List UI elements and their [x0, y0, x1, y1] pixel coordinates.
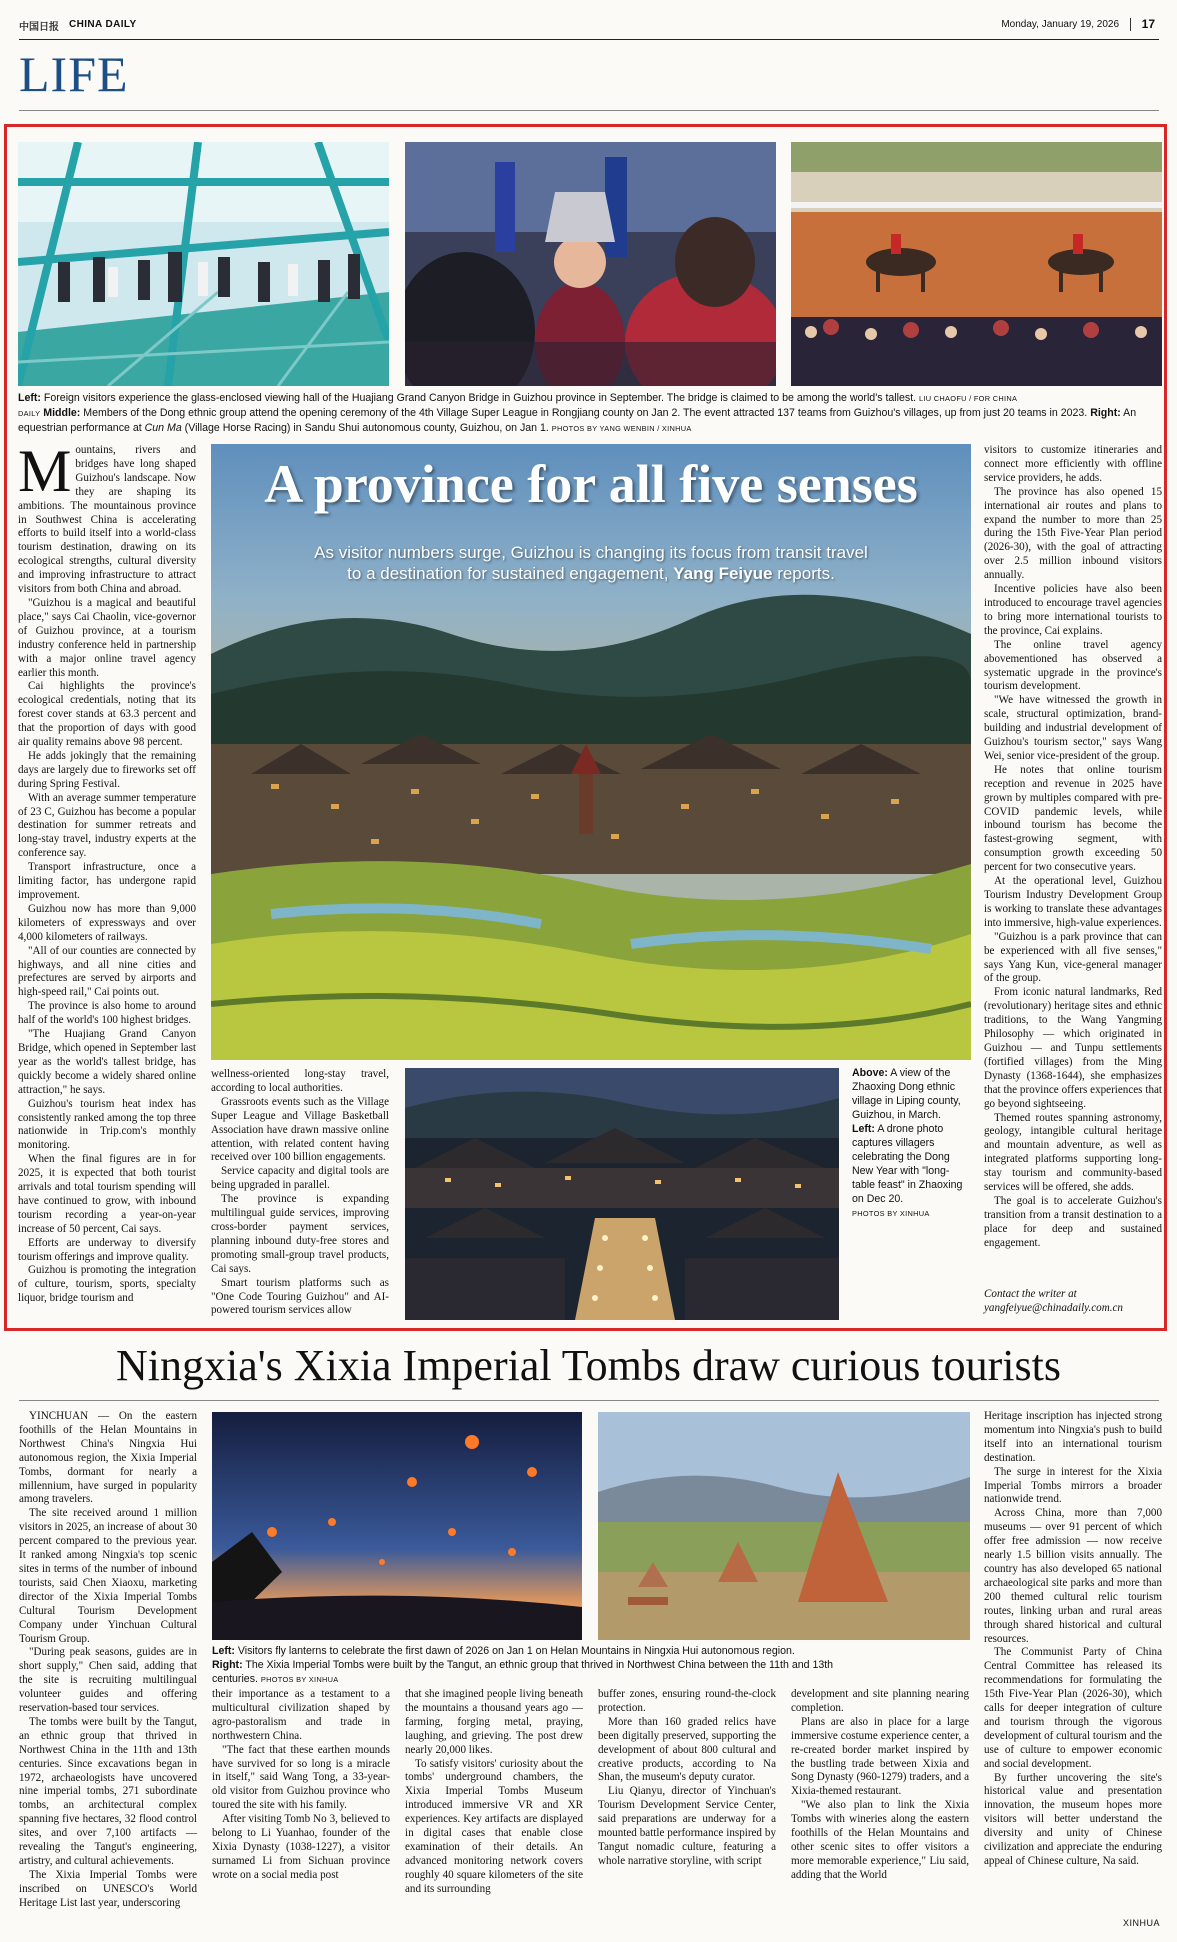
caption-right-text-2: centuries. — [212, 1673, 258, 1685]
body-paragraph: The Communist Party of China Central Committee has released its recommendations for formulating the 15th Five-Year Plan (2026-30), which calls for deeper integration of culture and tourism through the vigorous development of cultural tourism and the use of culture to empower economic and social development. — [984, 1646, 1162, 1770]
caption-left-text: A drone photo captures villagers celebrating the Dong New Year with "long-table feast" in Zhaoxing on Dec 20. — [852, 1123, 963, 1205]
caption-credit-1: LIU CHAOFU / FOR CHINA — [919, 394, 1018, 403]
masthead-rule — [19, 39, 1159, 40]
photo-horse-racing — [791, 142, 1162, 386]
caption-above-label: Above: — [852, 1067, 888, 1079]
section-title: LIFE — [19, 46, 129, 102]
body-paragraph: "All of our counties are connected by highways, and all nine cities and prefectures are served by airports and high-speed rail," Cai points out. — [18, 944, 196, 999]
body-paragraph: "Guizhou is a park province that can be experienced with all five senses," says Yang Kun, vice-general manager of the group. — [984, 930, 1162, 985]
body-paragraph: YINCHUAN — On the eastern foothills of the Helan Mountains in Northwest China's Ningxia Hui autonomous region, the Xixia Imperial Tombs, dormant for nearly a millennium, have surged in popularity among travelers. — [19, 1410, 197, 1506]
body-paragraph: Across China, more than 7,000 museums — over 91 percent of which offer free admission — now receive nearly 1.5 billion visits annually. The country has also developed 65 national archaeological site parks and more than 200 themed cultural relic tourism routes, linking urban and rural areas through shared historical and cultural resources. — [984, 1507, 1162, 1645]
feature-column-right — [984, 444, 1162, 1251]
caption-left-label: Left: — [852, 1123, 875, 1135]
body-paragraph: Plans are also in place for a large immersive costume experience center, a re-created border market inspired by the bustling trade between Xixia and Song Dynasty (960-1279) traders, and a Xixia-themed restaurant. — [791, 1715, 969, 1798]
deck-line-1: As visitor numbers surge, Guizhou is changing its focus from transit travel — [314, 543, 868, 562]
caption-left-label: Left: — [212, 1645, 235, 1657]
body-paragraph: Cai highlights the province's ecological credentials, noting that its forest cover stands at 63.3 percent and that the proportion of days with good air quality remains above 98 percent. — [18, 680, 196, 749]
body-paragraph: More than 160 graded relics have been digitally preserved, supporting the development of about 800 cultural and creative products, according to Na Shan, the museum's deputy curator. — [598, 1715, 776, 1784]
body-paragraph: "The fact that these earthen mounds have survived for so long is a miracle in itself," said Wang Tong, a 33-year-old visitor from Guizhou province who toured the site with his family. — [212, 1743, 390, 1812]
caption-credit: PHOTOS BY XINHUA — [260, 1675, 339, 1684]
photo-xixia-tombs — [598, 1412, 970, 1640]
masthead — [19, 16, 1159, 36]
deck-line-2-end: reports. — [777, 564, 835, 583]
caption-left-text: Visitors fly lanterns to celebrate the first dawn of 2026 on Jan 1 on Helan Mountains in Ningxia Hui autonomous region. — [237, 1645, 795, 1657]
body-paragraph: To satisfy visitors' curiosity about the tombs' underground chambers, the Xixia Imperial Tombs Museum introduced immersive VR and XR experiences. Key artifacts are displayed in digital cases that enable close examination of their details. An advanced monitoring network covers roughly 40 square kilometers of the site and its surrounding — [405, 1757, 583, 1895]
feature-headline: A province for all five senses — [264, 454, 918, 514]
top-photo-caption — [18, 391, 1162, 436]
body-paragraph: Transport infrastructure, once a limiting factor, has undergone rapid improvement. — [18, 861, 196, 901]
body-paragraph: their importance as a testament to a multicultural civilization shaped by agro-pastoralism and trade in northwestern China. — [212, 1688, 390, 1742]
body-paragraph: When the final figures are in for 2025, it is expected that both tourist arrivals and total tourism spending will have continued to grow, with inbound tourism recording a year-on-year increase of 50 percent, Cai says. — [18, 1153, 196, 1235]
caption-credit-3: PHOTOS BY YANG WENBIN / XINHUA — [551, 424, 692, 433]
caption-right-emphasis: Cun Ma — [144, 422, 182, 434]
story2-column-2 — [212, 1688, 390, 1883]
story2-column-5 — [791, 1688, 969, 1883]
body-paragraph: Incentive policies have also been introduced to encourage travel agencies to bring more international tourists to the province, Cai explains. — [984, 583, 1162, 637]
caption-label-left: Left: — [18, 392, 41, 404]
body-paragraph: "Guizhou is a magical and beautiful place," says Cai Chaolin, vice-governor of Guizhou province, at a tourism industry conference held in partnership with a major online travel agency earlier this month. — [18, 596, 196, 679]
photo-long-table-feast — [405, 1068, 839, 1320]
caption-above-text: A view of the Zhaoxing Dong ethnic village in Liping county, Guizhou, in March. — [852, 1067, 961, 1121]
story2-column-4 — [598, 1688, 776, 1869]
photo-dong-ceremony — [405, 142, 776, 386]
body-paragraph: The Xixia Imperial Tombs were inscribed on UNESCO's World Heritage List last year, underscoring — [19, 1868, 197, 1909]
page-number: 17 — [1141, 17, 1155, 31]
body-paragraph: From iconic natural landmarks, Red (revolutionary) heritage sites and ethnic traditions, to the Wang Yangming Philosophy — which originated in Guizhou — and Tunpu settlements (fortified villages) from the Ming Dynasty (1368-1644), she emphasizes that the province offers experiences that go beyond sightseeing. — [984, 986, 1162, 1110]
caption-left-text: Foreign visitors experience the glass-enclosed viewing hall of the Huajiang Grand Canyon Bridge in Guizhou province in September. The bridge is claimed to be among the world's tallest. — [43, 392, 917, 404]
story2-headline: Ningxia's Xixia Imperial Tombs draw curious tourists — [115, 1341, 1061, 1390]
body-paragraph: The surge in interest for the Xixia Imperial Tombs mirrors a broader nationwide trend. — [984, 1465, 1162, 1506]
story2-column-3 — [405, 1688, 583, 1897]
body-paragraph: At the operational level, Guizhou Tourism Industry Development Group is working to translate these advantages into immersive, high-value experiences. — [984, 875, 1162, 929]
feature-photo-caption — [852, 1066, 969, 1221]
body-paragraph: that she imagined people living beneath the mountains a thousand years ago — farming, forging metal, praying, laughing, and grieving. The post drew nearly 20,000 likes. — [405, 1688, 583, 1756]
body-paragraph: Service capacity and digital tools are being upgraded in parallel. — [211, 1165, 389, 1192]
body-paragraph: After visiting Tomb No 3, believed to belong to Li Yuanhao, founder of the Xixia Dynasty (1038-1227), a visitor surnamed Li from Sichuan province wrote on a social media post — [212, 1813, 390, 1881]
body-paragraph: Heritage inscription has injected strong momentum into Ningxia's push to build itself into an international tourism destination. — [984, 1410, 1162, 1464]
body-paragraph: Guizhou's tourism heat index has consistently ranked among the top three nationwide in Trip.com's monthly monitoring. — [18, 1097, 196, 1152]
body-paragraph: Themed routes spanning astronomy, geology, intangible cultural heritage and mountain adventure, as well as integrated platforms supporting long-stay tourism and community-based services will be offered, she adds. — [984, 1111, 1162, 1194]
body-paragraph: Guizhou is promoting the integration of culture, tourism, sports, specialty liquor, bridge tourism and — [18, 1264, 196, 1305]
body-paragraph: Guizhou now has more than 9,000 kilometers of expressways and over 4,000 kilometers of railways. — [18, 902, 196, 943]
contact-email[interactable]: yangfeiyue@chinadaily.com.cn — [984, 1301, 1123, 1314]
body-paragraph: He adds jokingly that the remaining days are largely due to fireworks set off during Spring Festival. — [18, 749, 196, 790]
contact-line: Contact the writer at — [984, 1288, 1077, 1300]
story2-photo-caption — [212, 1644, 972, 1687]
body-paragraph: By further uncovering the site's historical value and presentation innovation, the museum hopes more visitors will better understand the diversity and unity of Chinese civilization and appreciate the enduring appeal of Chinese culture, Na said. — [984, 1771, 1162, 1867]
feature-column-left — [18, 438, 196, 1306]
body-paragraph: The tombs were built by the Tangut, an ethnic group that thrived in Northwest China in the 11th and 13th centuries. Since excavations began in 1972, archaeologists have uncovered nine imperial tombs, 271 subordinate tombs, an architectural complex spanning five hectares, 32 flood control sites, and over 7,100 artifacts — revealing the Tangut's engineering, artistry, and cultural achievements. — [19, 1715, 197, 1867]
caption-right-text: The Xixia Imperial Tombs were built by the Tangut, an ethnic group that thrived in Northwest China between the 11th and 13th — [245, 1659, 834, 1671]
paper-logo: 中国日报 — [19, 22, 59, 33]
feature-deck — [211, 542, 971, 584]
body-paragraph: development and site planning nearing completion. — [791, 1688, 969, 1714]
body-paragraph: The province is expanding multilingual guide services, improving cross-border payment services, planning inbound duty-free stores and promoting small-group travel products, Cai says. — [211, 1193, 389, 1275]
story2-rule — [19, 1400, 1159, 1401]
page-divider — [1130, 18, 1131, 31]
body-paragraph: Smart tourism platforms such as "One Code Touring Guizhou" and AI-powered tourism services allow — [211, 1276, 389, 1317]
paper-name: CHINA DAILY — [69, 19, 137, 30]
deck-line-2: to a destination for sustained engagement, — [347, 564, 669, 583]
caption-label-middle: Middle: — [43, 407, 81, 419]
caption-label-right: Right: — [1090, 407, 1121, 419]
body-paragraph: buffer zones, ensuring round-the-clock protection. — [598, 1688, 776, 1714]
body-paragraph: Grassroots events such as the Village Super League and Village Basketball Association have drawn massive online attention, with related content having received over 100 billion engagements. — [211, 1095, 389, 1164]
body-paragraph: "We have witnessed the growth in scale, structural optimization, brand-building and industrial development of Guizhou's tourism sector," says Wang Wei, senior vice-president of the group. — [984, 694, 1162, 762]
body-paragraph: The province is also home to around half of the world's 100 highest bridges. — [18, 1000, 196, 1027]
body-paragraph: The goal is to accelerate Guizhou's transition from a transit destination to a place for deep and sustained engagement. — [984, 1194, 1162, 1249]
photo-lanterns — [212, 1412, 582, 1640]
body-paragraph: With an average summer temperature of 23 C, Guizhou has become a popular destination for summer retreats and long-stay travel, industry experts at the conference say. — [18, 791, 196, 860]
section-rule — [19, 110, 1159, 111]
body-paragraph: The site received around 1 million visitors in 2025, an increase of about 30 percent compared to the previous year. It ranked among Ningxia's top scenic sites in terms of the number of inbound tourists, said Chen Xiaoxu, marketing director of the Xixia Imperial Tombs Cultural Tourism Development Company under Yinchuan Cultural Tourism Group. — [19, 1507, 197, 1645]
caption-middle-text: Members of the Dong ethnic group attend the opening ceremony of the 4th Village Super League in Rongjiang county on Jan 2. The event attracted 137 teams from Guizhou's villages, up from just 20 teams in 2023. — [83, 407, 1088, 419]
body-paragraph: Efforts are underway to diversify tourism offerings and improve quality. — [18, 1236, 196, 1263]
body-paragraph: Mountains, rivers and bridges have long shaped Guizhou's landscape. Now they are shaping its ambitions. The mountainous province in Southwest China is accelerating efforts to build itself into a world-class tourism destination, drawing on its ecological strengths, cultural diversity and improving infrastructure to attract visitors from both China and abroad. — [18, 438, 196, 596]
caption-right-label: Right: — [212, 1659, 243, 1671]
caption-right-text-1: An equestrian performance at — [18, 407, 1137, 434]
drop-cap: M — [18, 438, 72, 504]
caption-right-text-2: (Village Horse Racing) in Sandu Shui autonomous county, Guizhou, on Jan 1. — [184, 422, 549, 434]
body-paragraph: "During peak seasons, guides are in short supply," Chen said, adding that the site is recruiting multilingual volunteer guides and offering reservation-based tour services. — [19, 1646, 197, 1715]
body-paragraph: visitors to customize itineraries and connect more efficiently with offline service providers, he adds. — [984, 444, 1162, 484]
feature-column-middle — [211, 1068, 389, 1318]
body-paragraph: The province has also opened 15 international air routes and plans to expand the number to more than 25 during the 15th Five-Year Plan period (2026-30), with the goal of attracting over 2.5 million inbound visitors annually. — [984, 485, 1162, 582]
body-paragraph: He notes that online tourism reception and revenue in 2025 have grown by multiples compared with pre-COVID pandemic levels, while inbound tourism has become the fastest-growing segment, with consumption growth exceeding 50 percent for two consecutive years. — [984, 763, 1162, 874]
deck-author: Yang Feiyue — [673, 564, 773, 583]
issue-date: Monday, January 19, 2026 — [1001, 19, 1119, 30]
body-paragraph: wellness-oriented long-stay travel, according to local authorities. — [211, 1068, 389, 1094]
hero-photo-zhaoxing — [211, 444, 971, 1060]
photo-glass-bridge — [18, 142, 389, 386]
body-paragraph: "We also plan to link the Xixia Tombs with wineries along the eastern foothills of the Helan Mountains and other scenic sites to offer visitors a more memorable experience," Liu said, adding that the World — [791, 1799, 969, 1881]
caption-credit-2: DAILY — [18, 409, 41, 418]
story2-column-1 — [19, 1410, 197, 1911]
story2-byline: XINHUA — [1122, 1918, 1160, 1928]
body-paragraph: The online travel agency abovementioned has observed a systematic upgrade in the province's tourism development. — [984, 638, 1162, 693]
story2-column-6 — [984, 1410, 1162, 1869]
body-paragraph: "The Huajiang Grand Canyon Bridge, which opened in September last year as the world's tallest bridge, has quickly become a widely shared online attraction," he says. — [18, 1028, 196, 1096]
writer-contact — [984, 1288, 1162, 1316]
caption-credit: PHOTOS BY XINHUA — [852, 1209, 930, 1218]
body-paragraph: Liu Qianyu, director of Yinchuan's Tourism Development Service Center, said preparations are underway for a mounted battle performance inspired by Tangut nomadic culture, featuring a whole narrative storyline, with script — [598, 1785, 776, 1867]
